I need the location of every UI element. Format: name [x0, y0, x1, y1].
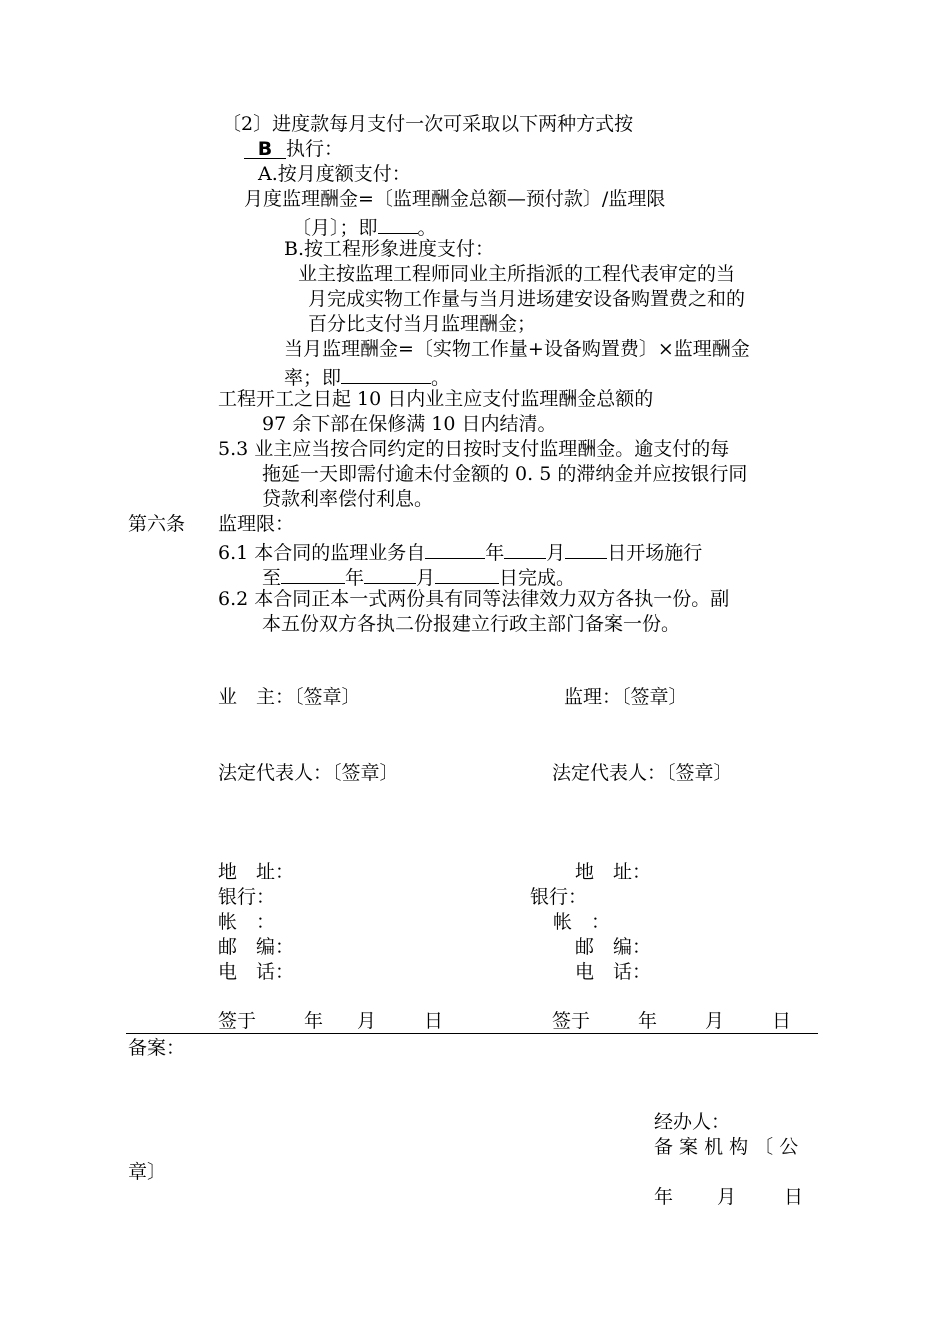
payment-method-choice-line	[244, 137, 343, 162]
start-day-blank	[565, 537, 607, 559]
filing-agency-seal: 章〕	[128, 1161, 167, 1183]
end-day-label: 日完成。	[499, 567, 576, 589]
end-year-label: 年	[345, 567, 365, 589]
option-b-formula: 当月监理酬金=〔实物工作量+设备购置费〕×监理酬金	[284, 338, 750, 360]
supervisor-postcode: 邮 编：	[575, 936, 652, 958]
clause-6-2-line-2: 本五份双方各执二份报建立行政主部门备案一份。	[262, 613, 681, 635]
owner-postcode: 邮 编：	[218, 936, 295, 958]
supervisor-sign-date	[552, 1009, 791, 1034]
supervisor-phone: 电 话：	[575, 961, 652, 983]
clause-6-1-prefix: 6.1 本合同的监理业务自	[218, 542, 426, 564]
owner-sign-month: 月	[357, 1010, 377, 1032]
end-year-blank	[281, 562, 345, 584]
owner-signature-label: 业 主：〔签章〕	[218, 686, 361, 708]
owner-account: 帐 ：	[218, 911, 276, 933]
start-month-blank	[504, 537, 546, 559]
filing-year: 年	[654, 1186, 674, 1208]
clause-5-3-line-1: 5.3 业主应当按合同约定的日按时支付监理酬金。逾支付的每	[218, 438, 730, 460]
payment-method-choice: B	[244, 137, 286, 159]
supervisor-bank: 银行：	[530, 886, 588, 908]
end-month-label: 月	[416, 567, 436, 589]
start-year-blank	[425, 537, 485, 559]
option-b-formula-prefix: 率；即	[284, 367, 342, 389]
filing-agency: 备 案 机 构 〔 公	[654, 1136, 799, 1158]
payment-method-execute: 执行：	[286, 138, 344, 160]
supervisor-signature-label: 监理：〔签章〕	[564, 686, 688, 708]
final-payment-text-1: 工程开工之日起 10 日内业主应支付监理酬金总额的	[218, 388, 654, 410]
clause-6-2-line-1: 6.2 本合同正本一式两份具有同等法律效力双方各执一份。副	[218, 588, 730, 610]
start-year-label: 年	[485, 542, 505, 564]
owner-sign-at: 签于	[218, 1010, 257, 1032]
supervisor-sign-year: 年	[638, 1010, 658, 1032]
option-a-formula: 月度监理酬金=〔监理酬金总额—预付款〕/监理限	[244, 188, 666, 210]
article-6-label: 第六条	[128, 513, 186, 535]
option-a-formula-prefix: 〔月〕；即	[292, 217, 378, 239]
option-a-title: A.按月度额支付：	[258, 163, 411, 185]
supervisor-legal-rep: 法定代表人：〔签章〕	[552, 762, 733, 784]
filing-divider	[126, 1033, 818, 1034]
option-b-text-1: 业主按监理工程师同业主所指派的工程代表审定的当	[298, 263, 736, 285]
end-day-blank	[435, 562, 499, 584]
option-b-amount-blank	[341, 362, 431, 384]
owner-sign-date	[218, 1009, 443, 1034]
supervisor-account: 帐 ：	[553, 911, 611, 933]
option-b-text-2: 月完成实物工作量与当月进场建安设备购置费之和的	[308, 288, 746, 310]
owner-phone: 电 话：	[218, 961, 295, 983]
owner-bank: 银行：	[218, 886, 276, 908]
filing-date	[654, 1185, 803, 1210]
start-month-label: 月	[546, 542, 566, 564]
owner-legal-rep: 法定代表人：〔签章〕	[218, 762, 399, 784]
owner-sign-year: 年	[304, 1010, 324, 1032]
supervisor-sign-day: 日	[772, 1010, 792, 1032]
supervisor-sign-month: 月	[705, 1010, 725, 1032]
end-month-blank	[364, 562, 416, 584]
filing-handler: 经办人：	[654, 1111, 731, 1133]
payment-method-intro: 〔2〕进度款每月支付一次可采取以下两种方式按	[222, 113, 634, 135]
filing-day: 日	[784, 1186, 804, 1208]
option-b-text-3: 百分比支付当月监理酬金；	[308, 313, 537, 335]
option-a-formula-suffix: 。	[417, 217, 437, 239]
filing-label: 备案：	[128, 1037, 186, 1059]
option-b-formula-suffix: 。	[431, 367, 451, 389]
clause-5-3-line-3: 贷款利率偿付利息。	[262, 488, 434, 510]
supervisor-address: 地 址：	[575, 861, 652, 883]
clause-5-3-line-2: 拖延一天即需付逾未付金额的 0. 5 的滞纳金并应按银行同	[262, 463, 748, 485]
filing-month: 月	[717, 1186, 737, 1208]
article-6-title: 监理限：	[218, 513, 295, 535]
final-payment-text-2: 97 余下部在保修满 10 日内结清。	[262, 413, 557, 435]
clause-6-1-until: 至	[262, 567, 282, 589]
owner-address: 地 址：	[218, 861, 295, 883]
supervisor-sign-at: 签于	[552, 1010, 591, 1032]
option-b-title: B.按工程形象进度支付：	[284, 238, 495, 260]
option-a-amount-blank	[378, 212, 418, 234]
start-day-label: 日开场施行	[607, 542, 703, 564]
owner-sign-day: 日	[424, 1010, 444, 1032]
